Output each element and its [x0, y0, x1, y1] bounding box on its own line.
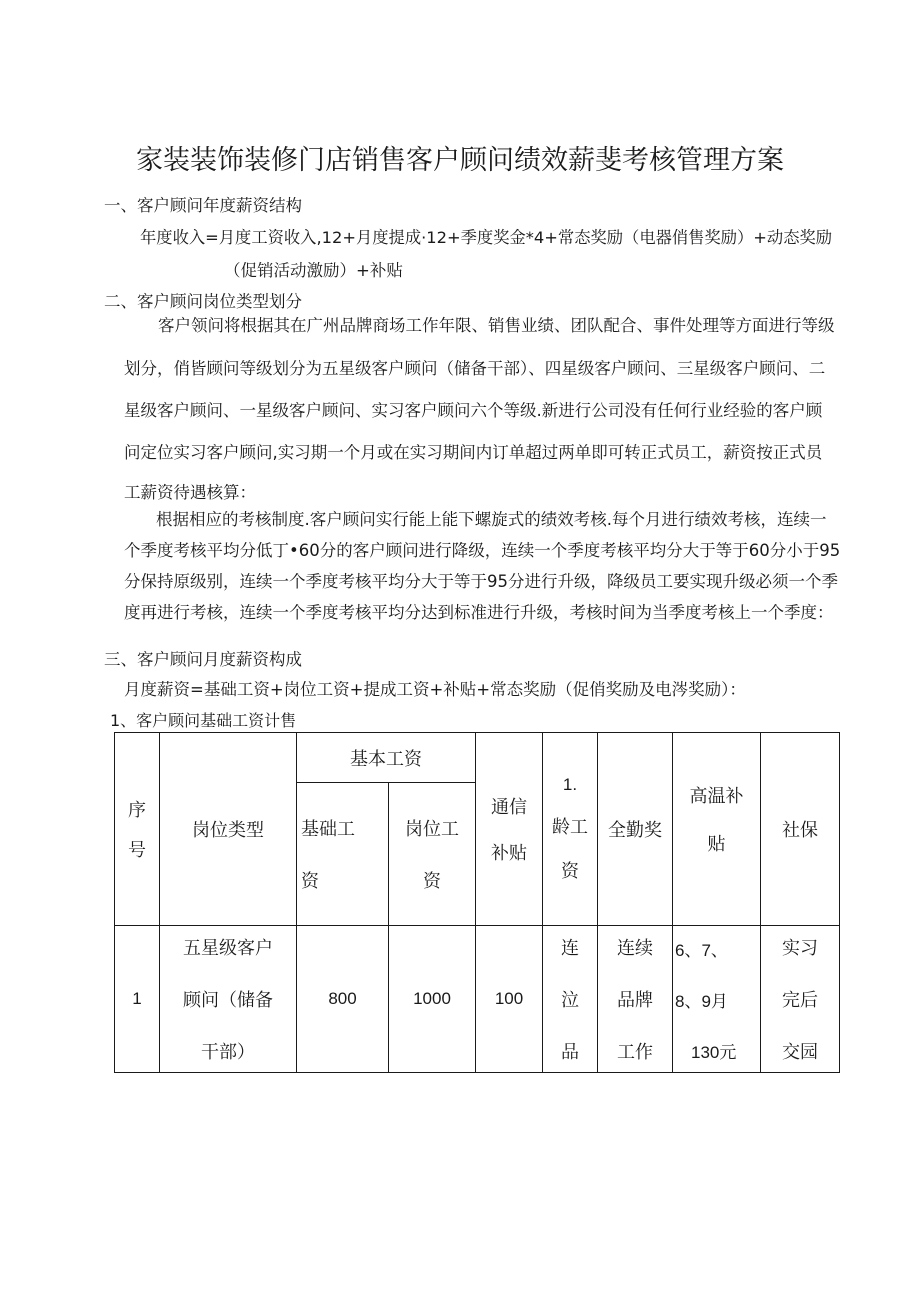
header-heat-allowance [673, 733, 761, 926]
cell-text: 6、7、 [675, 940, 728, 960]
header-text: 资 [423, 871, 441, 892]
document-title: 家装装饰装修门店销售客户顾问绩效薪斐考核管理方案 [136, 145, 784, 176]
header-text: 补贴 [491, 843, 527, 864]
cell-position-type [160, 926, 297, 1073]
header-basic-salary: 基本工资 [297, 733, 476, 783]
cell-seniority [543, 926, 598, 1073]
cell-text: 交园 [782, 1042, 818, 1063]
section2-heading: 二、客户顾问岗位类型划分 [104, 292, 302, 311]
table-row [115, 926, 840, 1073]
section3-subheading: 1、客户顾问基础工资计售 [110, 711, 297, 730]
section1-heading: 一、客户顾问年度薪资结构 [104, 196, 302, 215]
header-text: 资 [301, 871, 319, 892]
cell-text: 工作 [617, 1042, 653, 1063]
cell-heat-allowance [673, 926, 761, 1073]
table-header-row [115, 733, 840, 783]
section3-heading: 三、客户顾问月度薪资构成 [104, 650, 302, 669]
header-text: 贴 [707, 834, 726, 855]
cell-text: 泣 [561, 990, 579, 1011]
document-page: 家装装饰装修门店销售客户顾问绩效薪斐考核管理方案 一、客户顾问年度薪资结构 年度收入=月度工资收入,12+月度提成·12+季度奖金*4+常态奖励（电器俏售奖励）+动态奖励 （促销活动激励）+补贴 二、客户顾问岗位类型划分 客户领问将根据其在广州品牌商场工作年限、销售业绩、团队配合、事件处理等方面进行等级 划分，俏皆顾问等级划分为五星级客户顾问（储备干部）、四星级客户顾问、三星级客户顾问、二 星级客户顾问、一星级客户顾问、实习客户顾问六个等级.新进行公司没有任何行业经验的客户顾 问定位实习客户顾问,实习期一个月或在实习期间内订单超过两单即可转正式员工，薪资按正式员 工薪资待遇核算： 根据相应的考核制度.客户顾问实行能上能下螺旋式的绩效考核.每个月进行绩效考核，连续一 个季度考核平均分低丁•60分的客户顾问进行降级，连续一个季度考核平均分大于等于60分小于95 分保持原级别，连续一个季度考核平均分大于等于95分进行升级，降级员工要实现升级必须一个季 度再进行考核，连续一个季度考核平均分达到标准进行升级，考核时间为当季度考核上一个季度： 三、客户顾问月度薪资构成 月度薪资=基础工资+岗位工资+提成工资+补贴+常态奖励（促俏奖励及电涔奖励）： 1、客户顾问基础工资计售 序 号 岗位类型 基本工资 通信 补贴 1. 龄工 资 全勤奖 高温补 贴 社保 基础工 资 岗位工 资 1 五星级客户 顾问（储备 干部） 800 1000 100 连 泣 品 连续 品牌 工作 6、7、 8、9月 130元 实习 完后 交园 [0, 0, 920, 1301]
header-text: 号 [128, 840, 146, 861]
cell-text: 130元 [691, 1042, 737, 1062]
cell-text: 顾问（储备 [183, 990, 273, 1011]
cell-seq: 1 [115, 926, 160, 1073]
salary-table [114, 732, 840, 1073]
cell-text: 品牌 [617, 990, 653, 1011]
cell-text: 连 [561, 938, 579, 959]
header-base-pay [297, 783, 389, 926]
header-seniority [543, 733, 598, 926]
cell-text: 干部） [201, 1042, 255, 1063]
cell-base-pay: 800 [297, 926, 389, 1073]
header-text: 资 [561, 861, 579, 882]
cell-text: 连续 [617, 938, 653, 959]
header-text: 通信 [491, 797, 527, 818]
header-position-type: 岗位类型 [160, 733, 297, 926]
header-social-security: 社保 [761, 733, 840, 926]
cell-attendance [598, 926, 673, 1073]
header-text: 岗位工 [405, 819, 459, 840]
header-post-pay [389, 783, 476, 926]
cell-comm-allowance: 100 [476, 926, 543, 1073]
header-text: 1. [562, 775, 578, 794]
header-comm-allowance [476, 733, 543, 926]
cell-text: 8、9月 [675, 991, 728, 1011]
monthly-formula: 月度薪资=基础工资+岗位工资+提成工资+补贴+常态奖励（促俏奖励及电涔奖励）： [124, 680, 746, 699]
header-text: 龄工 [552, 817, 588, 838]
header-text: 序 [128, 800, 146, 821]
header-seq [115, 733, 160, 926]
cell-text: 品 [561, 1042, 579, 1063]
cell-post-pay: 1000 [389, 926, 476, 1073]
header-text: 基础工 [301, 819, 355, 840]
cell-text: 完后 [782, 990, 818, 1011]
header-attendance: 全勤奖 [598, 733, 673, 926]
cell-social-security [761, 926, 840, 1073]
cell-text: 五星级客户 [183, 938, 273, 959]
annual-formula-line2: （促销活动激励）+补贴 [224, 261, 403, 280]
annual-formula-line1: 年度收入=月度工资收入,12+月度提成·12+季度奖金*4+常态奖励（电器俏售奖励）+动态奖励 [140, 228, 833, 247]
header-text: 高温补 [689, 786, 744, 807]
cell-text: 实习 [782, 938, 818, 959]
